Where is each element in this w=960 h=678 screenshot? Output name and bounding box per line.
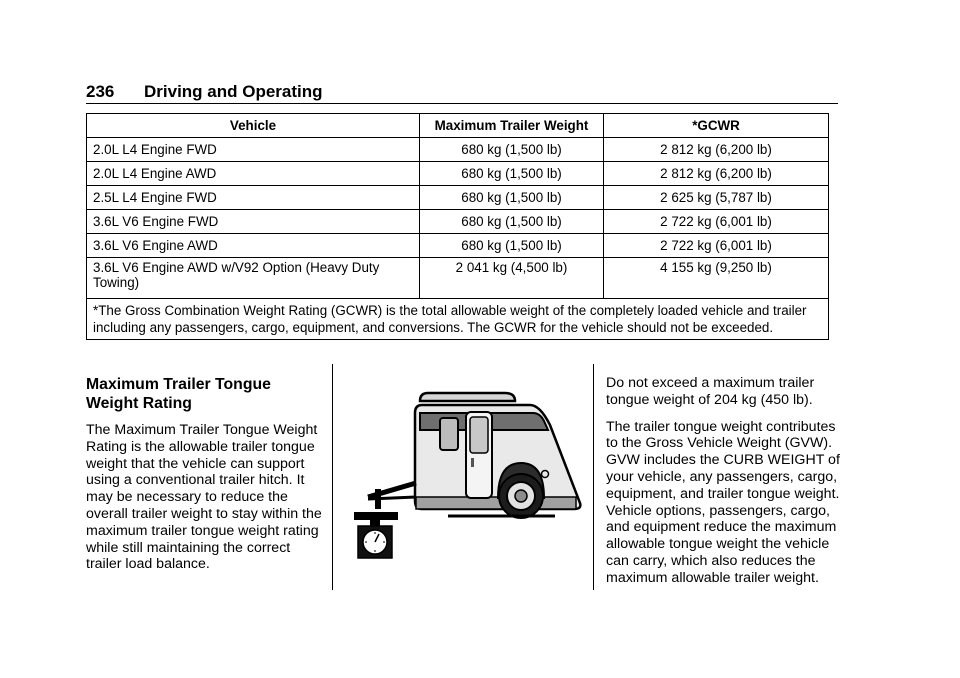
wheel-hub xyxy=(515,490,527,502)
tongue-weight-info xyxy=(606,375,841,597)
table-row xyxy=(87,162,829,186)
door-window xyxy=(470,417,488,453)
page-number: 236 xyxy=(86,82,115,101)
gcwr-cell: 2 722 kg (6,001 lb) xyxy=(604,210,829,234)
col-header-max-trailer-weight: Maximum Trailer Weight xyxy=(420,114,604,138)
trailer-window xyxy=(440,418,458,450)
vehicle-cell: 3.6L V6 Engine AWD xyxy=(87,234,420,258)
gcwr-footnote: *The Gross Combination Weight Rating (GCWR) is the total allowable weight of the completely loaded vehicle and trailer including any passengers, cargo, equipment, and conversions. The GCWR for the vehicle should not be exceeded. xyxy=(87,299,829,340)
max-trailer-weight-cell: 680 kg (1,500 lb) xyxy=(420,210,604,234)
gcwr-cell: 2 812 kg (6,200 lb) xyxy=(604,162,829,186)
vehicle-cell: 3.6L V6 Engine AWD w/V92 Option (Heavy Duty Towing) xyxy=(87,258,420,299)
header-rule xyxy=(86,103,838,104)
table-row xyxy=(87,258,829,299)
tongue-weight-paragraph: The Maximum Trailer Tongue Weight Rating is the allowable trailer tongue weight that the vehicle can support using a conventional trailer hitch. It may be necessary to reduce the overall trailer weight to stay within the maximum trailer tongue weight rating while still maintaining the correct trailer load balance. xyxy=(86,422,322,573)
trailer-skirt xyxy=(416,497,576,509)
vehicle-cell: 2.0L L4 Engine FWD xyxy=(87,138,420,162)
max-trailer-weight-cell: 680 kg (1,500 lb) xyxy=(420,138,604,162)
table-footnote-row xyxy=(87,299,829,340)
jack-stand xyxy=(375,489,381,509)
table-header-row xyxy=(87,114,829,138)
max-trailer-weight-cell: 680 kg (1,500 lb) xyxy=(420,234,604,258)
door-handle xyxy=(471,458,474,467)
table-row xyxy=(87,210,829,234)
table-row xyxy=(87,234,829,258)
trailer-weight-table xyxy=(86,113,829,340)
max-trailer-weight-cell: 680 kg (1,500 lb) xyxy=(420,162,604,186)
gcwr-cell: 2 625 kg (5,787 lb) xyxy=(604,186,829,210)
col-header-gcwr: *GCWR xyxy=(604,114,829,138)
column-divider-right xyxy=(593,364,594,590)
gcwr-cell: 2 812 kg (6,200 lb) xyxy=(604,138,829,162)
column-divider-left xyxy=(332,364,333,590)
section-title: Driving and Operating xyxy=(144,82,323,101)
page-header xyxy=(86,82,838,102)
max-trailer-weight-cell: 2 041 kg (4,500 lb) xyxy=(420,258,604,299)
marker-light xyxy=(542,471,549,478)
section-heading: Maximum Trailer Tongue Weight Rating xyxy=(86,376,271,412)
vehicle-cell: 2.0L L4 Engine AWD xyxy=(87,162,420,186)
gcwr-cell: 2 722 kg (6,001 lb) xyxy=(604,234,829,258)
trailer-on-tongue-scale-illustration xyxy=(340,385,585,565)
scale-platform xyxy=(354,512,398,520)
table-row xyxy=(87,138,829,162)
tongue-weight-section xyxy=(86,375,322,573)
col-header-vehicle: Vehicle xyxy=(87,114,420,138)
gcwr-cell: 4 155 kg (9,250 lb) xyxy=(604,258,829,299)
vehicle-cell: 2.5L L4 Engine FWD xyxy=(87,186,420,210)
max-tongue-weight-paragraph: Do not exceed a maximum trailer tongue weight of 204 kg (450 lb). xyxy=(606,375,815,408)
trailer-roof xyxy=(420,393,515,401)
gvw-paragraph: The trailer tongue weight contributes to the Gross Vehicle Weight (GVW). GVW includes the CURB WEIGHT of your vehicle, any passengers, cargo, equipment, and trailer tongue weight. Vehicle options, passengers, cargo, and equipment reduce the maximum allowable tongue weight the vehicle can carry, which also reduces the maximum allowable trailer weight. xyxy=(606,418,840,586)
trailer-illustration xyxy=(340,385,585,565)
max-trailer-weight-cell: 680 kg (1,500 lb) xyxy=(420,186,604,210)
table-row xyxy=(87,186,829,210)
vehicle-cell: 3.6L V6 Engine FWD xyxy=(87,210,420,234)
